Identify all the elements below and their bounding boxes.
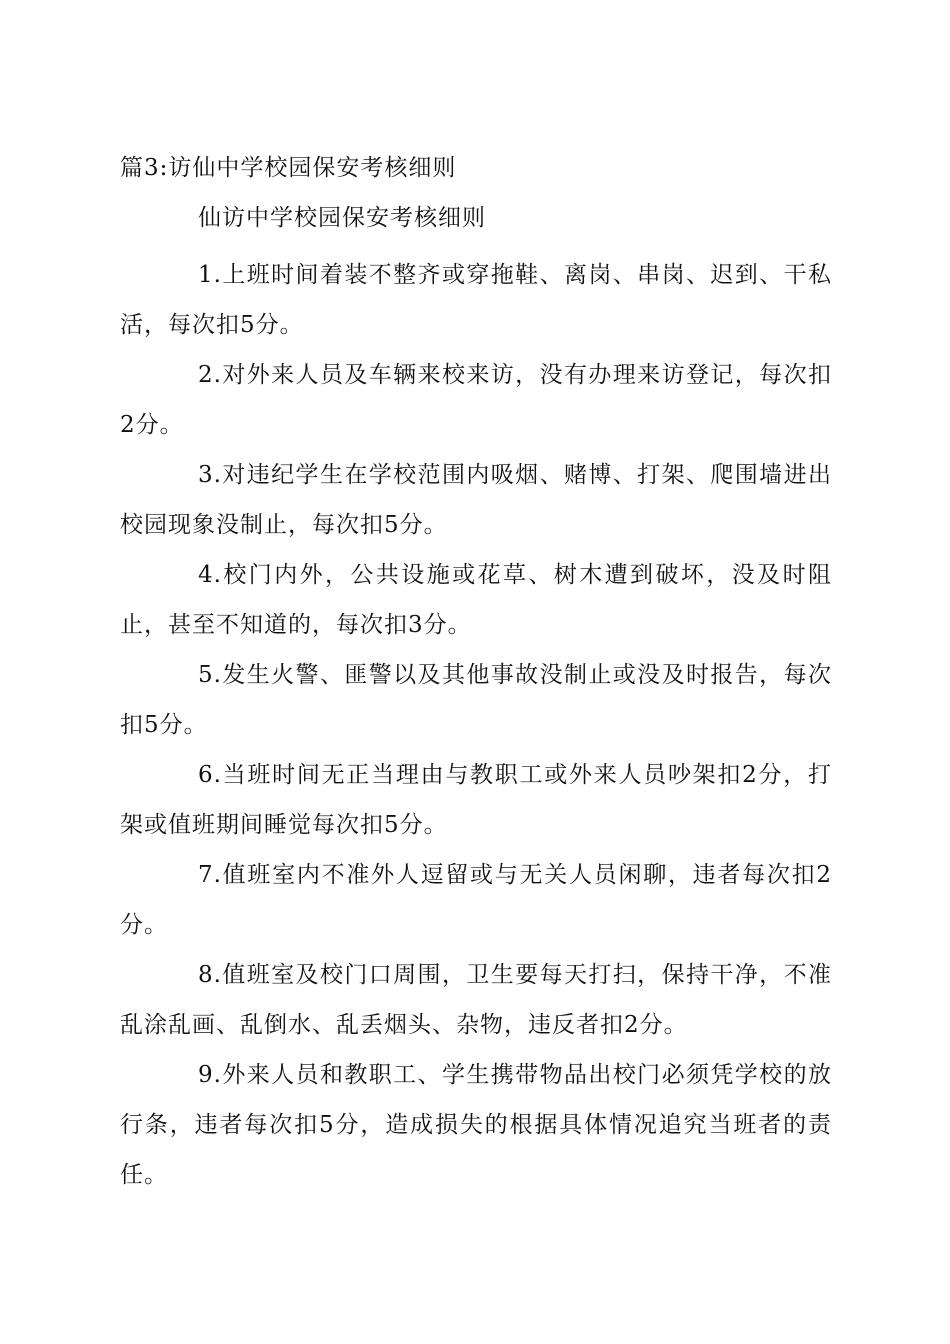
document-heading: 篇3:访仙中学校园保安考核细则	[120, 155, 457, 181]
rule-item-5: 5.发生火警、匪警以及其他事故没制止或没及时报告，每次扣5分。	[120, 662, 832, 738]
rule-item-9: 9.外来人员和教职工、学生携带物品出校门必须凭学校的放行条，违者每次扣5分，造成损失的根据具体情况追究当班者的责任。	[120, 1062, 832, 1188]
rule-item-6: 6.当班时间无正当理由与教职工或外来人员吵架扣2分，打架或值班期间睡觉每次扣5分。	[120, 762, 832, 838]
rule-item-8: 8.值班室及校门口周围，卫生要每天打扫，保持干净，不准乱涂乱画、乱倒水、乱丢烟头、杂物，违反者扣2分。	[120, 962, 832, 1038]
rule-item-2: 2.对外来人员及车辆来校来访，没有办理来访登记，每次扣2分。	[120, 362, 832, 438]
document-page	[120, 150, 832, 1200]
rule-item-4: 4.校门内外，公共设施或花草、树木遭到破坏，没及时阻止，甚至不知道的，每次扣3分。	[120, 562, 832, 638]
document-subtitle: 仙访中学校园保安考核细则	[198, 205, 486, 231]
rule-item-7: 7.值班室内不准外人逗留或与无关人员闲聊，违者每次扣2分。	[120, 862, 832, 938]
rule-item-3: 3.对违纪学生在学校范围内吸烟、赌博、打架、爬围墙进出校园现象没制止，每次扣5分。	[120, 462, 832, 538]
rule-item-1: 1.上班时间着装不整齐或穿拖鞋、离岗、串岗、迟到、干私活，每次扣5分。	[120, 262, 832, 338]
